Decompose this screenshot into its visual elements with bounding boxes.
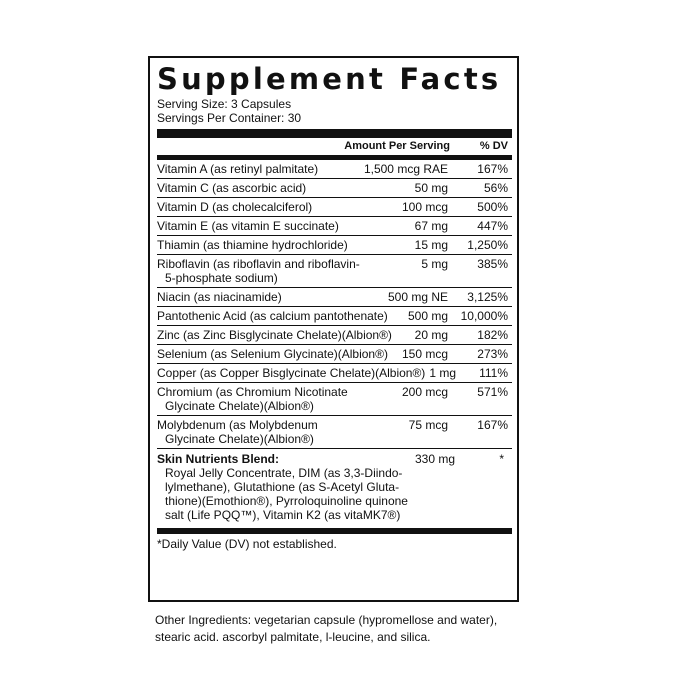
- nutrient-row: [157, 255, 512, 288]
- nutrient-dv: 167%: [477, 418, 508, 432]
- nutrient-row: [157, 179, 512, 198]
- nutrient-name: [157, 238, 389, 252]
- nutrient-name-line: Vitamin A (as retinyl palmitate): [157, 162, 319, 176]
- nutrient-name: [157, 200, 389, 214]
- blend-description-line: salt (Life PQQ™), Vitamin K2 (as vitaMK7®): [165, 508, 401, 522]
- nutrient-amount: 500 mg NE: [387, 290, 448, 304]
- nutrient-name-line: 5-phosphate sodium): [165, 271, 278, 285]
- nutrient-dv: 447%: [477, 219, 508, 233]
- nutrient-amount: 5 mg: [421, 257, 448, 271]
- nutrient-row: [157, 236, 512, 255]
- nutrient-amount: 150 mcg: [401, 347, 448, 361]
- blend-description: [157, 466, 512, 522]
- nutrient-name-line: Pantothenic Acid (as calcium pantothenate): [157, 309, 388, 323]
- nutrient-name-line: Niacin (as niacinamide): [157, 290, 282, 304]
- nutrient-row: [157, 198, 512, 217]
- blend-description-line: Royal Jelly Concentrate, DIM (as 3,3-Diindo-: [165, 466, 403, 480]
- nutrient-amount: 50 mg: [414, 181, 448, 195]
- nutrient-name: [157, 328, 392, 342]
- nutrient-amount: 75 mcg: [408, 418, 448, 432]
- blend-row: [157, 449, 512, 528]
- nutrient-amount: 100 mcg: [401, 200, 448, 214]
- nutrient-amount: 200 mcg: [401, 385, 448, 399]
- nutrient-name-line: Glycinate Chelate)(Albion®): [165, 432, 314, 446]
- nutrient-name: [157, 309, 389, 323]
- nutrient-name-line: Vitamin E (as vitamin E succinate): [157, 219, 339, 233]
- nutrient-dv: 3,125%: [467, 290, 508, 304]
- bottom-divider: [157, 528, 512, 534]
- blend-description-line: thione)(Emothion®), Pyrroloquinoline quinone: [165, 494, 408, 508]
- nutrient-dv: 56%: [483, 181, 508, 195]
- other-ingredients: [155, 612, 555, 646]
- dv-header: % DV: [479, 140, 508, 152]
- nutrient-dv: 10,000%: [460, 309, 508, 323]
- nutrient-list: [157, 160, 512, 449]
- nutrient-row: [157, 364, 512, 383]
- blend-amount: 330 mg: [415, 452, 456, 466]
- amount-header: Amount Per Serving: [344, 140, 450, 152]
- nutrient-amount: 1,500 mcg RAE: [363, 162, 448, 176]
- nutrient-amount: 1 mg: [429, 366, 456, 380]
- nutrient-name-line: Zinc (as Zinc Bisglycinate Chelate)(Albion®): [157, 328, 392, 342]
- nutrient-name: [157, 290, 389, 304]
- nutrient-dv: 571%: [477, 385, 508, 399]
- nutrient-name: [157, 181, 389, 195]
- blend-dv: *: [499, 452, 504, 466]
- supplement-facts-panel: [148, 56, 519, 602]
- nutrient-name-line: Copper (as Copper Bisglycinate Chelate)(Albion®): [157, 366, 426, 380]
- nutrient-row: [157, 416, 512, 449]
- nutrient-name-line: Thiamin (as thiamine hydrochloride): [157, 238, 348, 252]
- panel-title: Supplement Facts: [157, 62, 502, 96]
- serving-size: Serving Size: 3 Capsules: [157, 97, 292, 111]
- column-header: [157, 138, 512, 160]
- nutrient-name: [157, 219, 389, 233]
- other-ingredients-line: stearic acid. ascorbyl palmitate, l-leucine, and silica.: [155, 630, 431, 644]
- nutrient-name-line: Riboflavin (as riboflavin and riboflavin-: [157, 257, 360, 271]
- nutrient-amount: 67 mg: [414, 219, 448, 233]
- nutrient-dv: 273%: [477, 347, 508, 361]
- nutrient-name: [157, 162, 389, 176]
- nutrient-name: [157, 257, 389, 285]
- nutrient-name-line: Vitamin D (as cholecalciferol): [157, 200, 313, 214]
- nutrient-dv: 1,250%: [467, 238, 508, 252]
- blend-description-line: lylmethane), Glutathione (as S-Acetyl Gluta-: [165, 480, 400, 494]
- nutrient-name-line: Vitamin C (as ascorbic acid): [157, 181, 307, 195]
- nutrient-row: [157, 160, 512, 179]
- nutrient-name: [157, 385, 389, 413]
- nutrient-row: [157, 345, 512, 364]
- nutrient-amount: 500 mg: [407, 309, 448, 323]
- nutrient-name-line: Selenium (as Selenium Glycinate)(Albion®): [157, 347, 388, 361]
- nutrient-amount: 15 mg: [414, 238, 448, 252]
- nutrient-row: [157, 326, 512, 345]
- nutrient-name: [157, 347, 389, 361]
- nutrient-dv: 111%: [479, 366, 508, 380]
- nutrient-name: [157, 366, 426, 380]
- servings-per-container: Servings Per Container: 30: [157, 111, 302, 125]
- nutrient-row: [157, 307, 512, 326]
- footnote: *Daily Value (DV) not established.: [157, 537, 337, 551]
- nutrient-dv: 385%: [477, 257, 508, 271]
- nutrient-dv: 500%: [477, 200, 508, 214]
- nutrient-dv: 182%: [477, 328, 508, 342]
- nutrient-row: [157, 383, 512, 416]
- nutrient-name: [157, 418, 389, 446]
- nutrient-name-line: Glycinate Chelate)(Albion®): [165, 399, 314, 413]
- thick-divider: [157, 129, 512, 138]
- nutrient-row: [157, 217, 512, 236]
- nutrient-name-line: Molybdenum (as Molybdenum: [157, 418, 318, 432]
- nutrient-dv: 167%: [477, 162, 508, 176]
- nutrient-amount: 20 mg: [414, 328, 448, 342]
- other-ingredients-line: Other Ingredients: vegetarian capsule (hypromellose and water),: [155, 613, 498, 627]
- nutrient-row: [157, 288, 512, 307]
- blend-name: Skin Nutrients Blend:: [157, 452, 280, 466]
- nutrient-name-line: Chromium (as Chromium Nicotinate: [157, 385, 348, 399]
